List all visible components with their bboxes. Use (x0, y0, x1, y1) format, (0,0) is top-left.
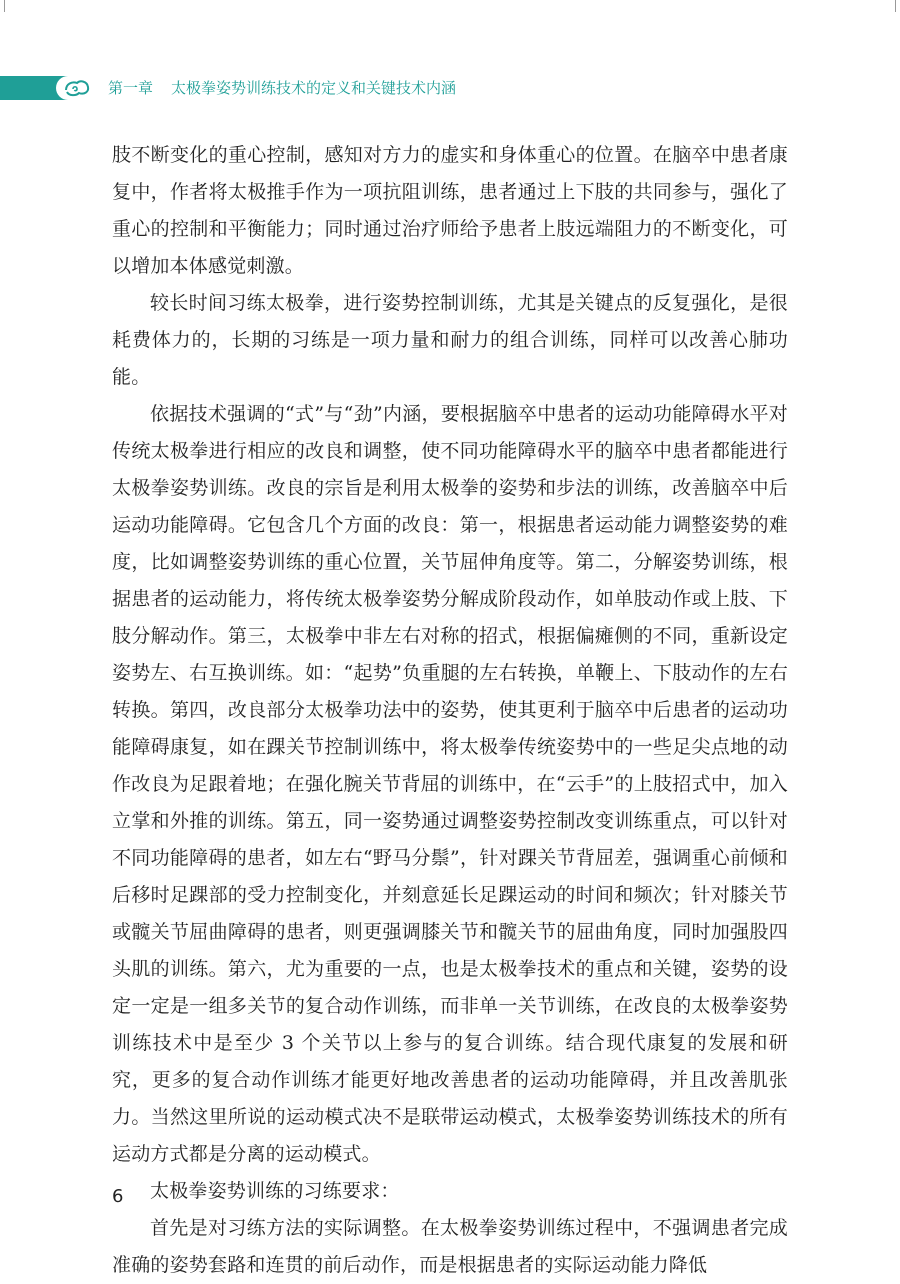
body-text (112, 137, 788, 1284)
chapter-title: 太极拳姿势训练技术的定义和关键技术内涵 (171, 79, 457, 97)
crop-mark-top-right (879, 0, 896, 12)
page-number: 6 (112, 1186, 124, 1207)
swirl-cloud-icon (64, 78, 90, 98)
paragraph: 较长时间习练太极拳，进行姿势控制训练，尤其是关键点的反复强化，是很耗费体力的，长期的习练是一项力量和耐力的组合训练，同样可以改善心肺功能。 (112, 292, 788, 388)
running-header (108, 76, 456, 100)
paragraph: 肢不断变化的重心控制，感知对方力的虚实和身体重心的位置。在脑卒中患者康复中，作者将太极推手作为一项抗阻训练，患者通过上下肢的共同参与，强化了重心的控制和平衡能力；同时通过治疗师给予患者上肢远端阻力的不断变化，可以增加本体感觉刺激。 (112, 144, 788, 277)
paragraph: 首先是对习练方法的实际调整。在太极拳姿势训练过程中，不强调患者完成准确的姿势套路和连贯的前后动作，而是根据患者的实际运动能力降低 (112, 1217, 788, 1276)
paragraph: 依据技术强调的“式”与“劲”内涵，要根据脑卒中患者的运动功能障碍水平对传统太极拳进行相应的改良和调整，使不同功能障碍水平的脑卒中患者都能进行太极拳姿势训练。改良的宗旨是利用太极拳的姿势和步法的训练，改善脑卒中后运动功能障碍。它包含几个方面的改良：第一，根据患者运动能力调整姿势的难度，比如调整姿势训练的重心位置，关节屈伸角度等。第二，分解姿势训练，根据患者的运动能力，将传统太极拳姿势分解成阶段动作，如单肢动作或上肢、下肢分解动作。第三，太极拳中非左右对称的招式，根据偏瘫侧的不同，重新设定姿势左、右互换训练。如：“起势”负重腿的左右转换，单鞭上、下肢动作的左右转换。第四，改良部分太极拳功法中的姿势，使其更利于脑卒中后患者的运动功能障碍康复，如在踝关节控制训练中，将太极拳传统姿势中的一些足尖点地的动作改良为足跟着地；在强化腕关节背屈的训练中，在“云手”的上肢招式中，加入立掌和外推的训练。第五，同一姿势通过调整姿势控制改变训练重点，可以针对不同功能障碍的患者，如左右“野马分鬃”，针对踝关节背屈差，强调重心前倾和后移时足踝部的受力控制变化，并刻意延长足踝运动的时间和频次；针对膝关节或髋关节屈曲障碍的患者，则更强调膝关节和髋关节的屈曲角度，同时加强股四头肌的训练。第六，尤为重要的一点，也是太极拳技术的重点和关键，姿势的设定一定是一组多关节的复合动作训练，而非单一关节训练，在改良的太极拳姿势训练技术中是至少 3 个关节以上参与的复合训练。结合现代康复的发展和研究，更多的复合动作训练才能更好地改善患者的运动功能障碍，并且改善肌张力。当然这里所说的运动模式决不是联带运动模式，太极拳姿势训练技术的所有运动方式都是分离的运动模式。 (112, 403, 788, 1165)
crop-mark-top-left (4, 0, 21, 12)
chapter-label: 第一章 (108, 79, 154, 97)
paragraph: 太极拳姿势训练的习练要求： (150, 1180, 400, 1202)
